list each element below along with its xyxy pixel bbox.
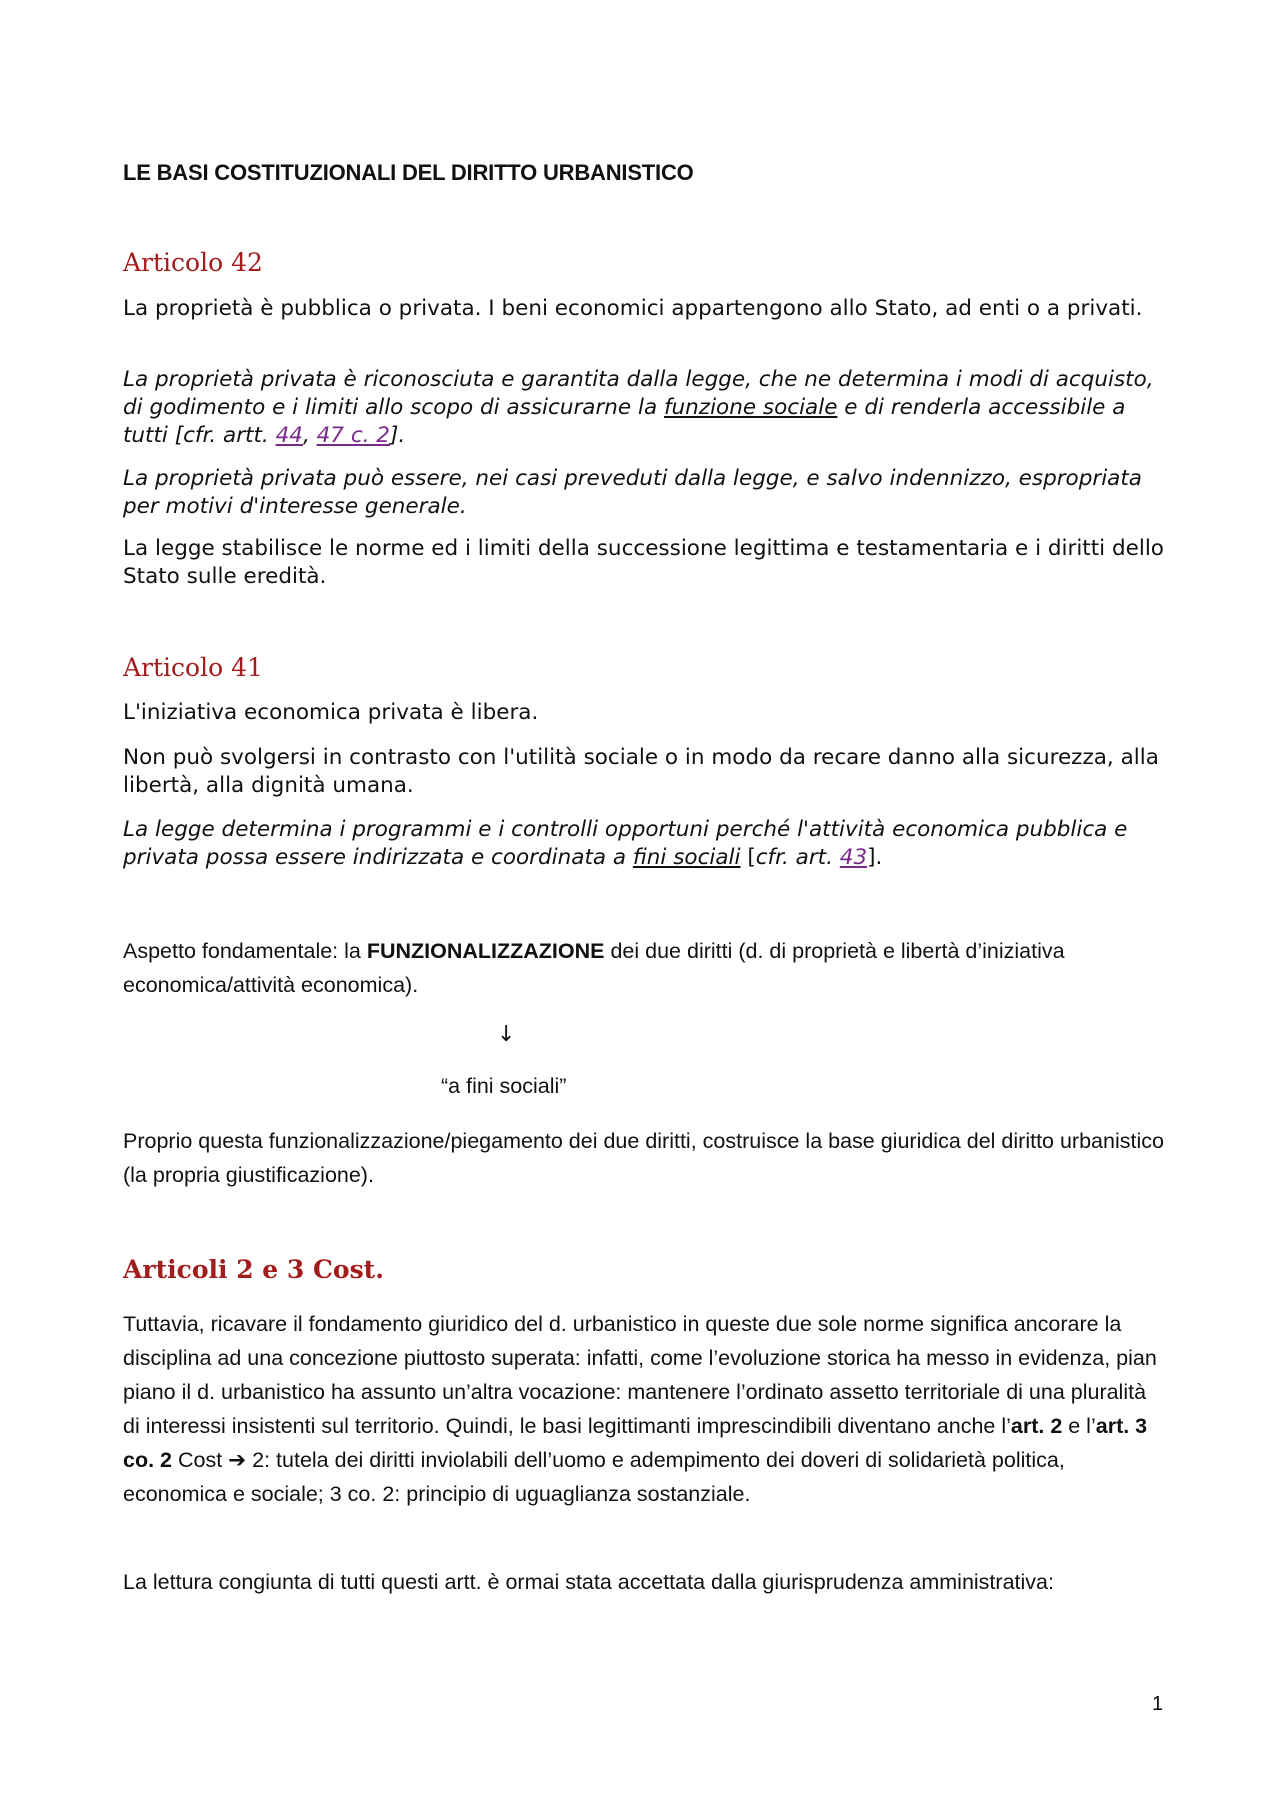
article-41-p3-text-a: La legge determina i programmi e i controlli opportuni perché l'attività economica pubblica e privata possa essere indirizzata e coordinata a [123,817,1128,870]
funzionalizzazione-bold: FUNZIONALIZZAZIONE [366,939,605,963]
article-42-p2-text-c: ]. [390,423,406,448]
article-42-p2-text-b: e di renderla accessibile a tutti [cfr. artt. [123,395,1126,448]
art23-p1-text-c: Cost [172,1448,229,1472]
art23-p1-text-a: Tuttavia, ricavare il fondamento giuridico del d. urbanistico in queste due sole norme significa ancorare la disciplina ad una concezione piuttosto superata: infatti, come l’evoluzione storica ha messo in evidenza, pian piano il d. urbanistico ha assunto un’altra vocazione: mantenere l’ordinato assetto territoriale di una pluralità di interessi insistenti sul territorio. Quindi, le basi legittimanti imprescindibili diventano anche l’ [123,1312,1157,1438]
article-41-paragraph-1: L'iniziativa economica privata è libera. [123,700,539,725]
link-article-43[interactable]: 43 [839,845,868,870]
down-arrow-icon: ↓ [497,1022,516,1047]
fini-sociali-underline: fini sociali [632,845,741,870]
articles-2-3-paragraph-1 [123,1307,1168,1511]
article-42-paragraph-1: La proprietà è pubblica o privata. I beni economici appartengono allo Stato, ad enti o a privati. [123,296,1143,321]
page-number: 1 [1152,1693,1164,1715]
document-title: LE BASI COSTITUZIONALI DEL DIRITTO URBANISTICO [123,160,694,185]
article-42-paragraph-3: La proprietà privata può essere, nei casi preveduti dalla legge, e salvo indennizzo, espropriata per motivi d'interesse generale. [123,466,1142,519]
link-article-47-c2[interactable]: 47 c. 2 [316,423,390,448]
article-42-paragraph-2 [123,366,1168,450]
article-41-p3-text-d: ]. [867,845,883,870]
article-41-p3-text-c: cfr. art. [755,845,840,870]
art-2-bold: art. 2 [1010,1414,1063,1438]
article-41-paragraph-3 [123,816,1168,872]
articles-2-3-paragraph-2: La lettura congiunta di tutti questi artt. è ormai stata accettata dalla giurisprudenza amministrativa: [123,1570,1054,1594]
right-arrow-icon: ➔ [228,1448,247,1472]
link-article-44[interactable]: 44 [275,423,303,448]
commentary-paragraph-2: Proprio questa funzionalizzazione/piegamento dei due diritti, costruisce la base giuridica del diritto urbanistico (la propria giustificazione). [123,1129,1164,1187]
art-3-co-2-bold: art. 3 co. 2 [123,1414,1148,1472]
article-42-heading: Articolo 42 [123,248,263,277]
article-41-heading: Articolo 41 [123,653,263,682]
commentary-p1-text-b: dei due diritti (d. di proprietà e libertà d’iniziativa economica/attività economica). [123,939,1065,997]
articles-2-3-heading: Articoli 2 e 3 Cost. [123,1255,384,1284]
article-42-paragraph-4: La legge stabilisce le norme ed i limiti della successione legittima e testamentaria e i diritti dello Stato sulle eredità. [123,536,1164,589]
funzione-sociale-underline: funzione sociale [663,395,838,420]
article-42-p2-sep: , [302,423,317,448]
art23-p1-text-d: 2: tutela dei diritti inviolabili dell’uomo e adempimento dei doveri di solidarietà politica, economica e sociale; 3 co. 2: principio di uguaglianza sostanziale. [123,1448,1065,1506]
article-41-p3-text-b: [ [740,845,756,870]
quote-a-fini-sociali: “a fini sociali” [441,1074,567,1098]
article-41-paragraph-2: Non può svolgersi in contrasto con l'utilità sociale o in modo da recare danno alla sicurezza, alla libertà, alla dignità umana. [123,745,1159,798]
commentary-p1-text-a: Aspetto fondamentale: la [123,939,367,963]
commentary-paragraph-1 [123,934,1168,1002]
art23-p1-text-b: e l’ [1062,1414,1096,1438]
article-42-p2-text-a: La proprietà privata è riconosciuta e garantita dalla legge, che ne determina i modi di acquisto, di godimento e i limiti allo scopo di assicurarne la [123,367,1154,420]
